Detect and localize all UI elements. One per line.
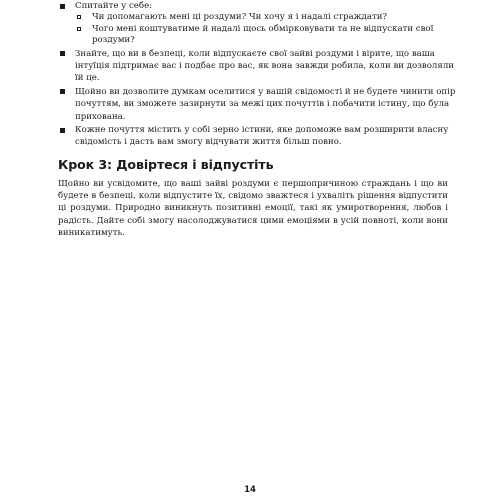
bullet-item: Кожне почуття містить у собі зерно істини, яке допоможе вам розширити власну свідомість і дасть вам змогу відчувати життя більш повно. — [58, 124, 458, 149]
bullet-item: Знайте, що ви в безпеці, коли відпускаєте свої зайві роздуми і вірите, що ваша інтуїція підтримає вас і подбає про вас, як вона завжди робила, коли ви дозволяли їй це. — [58, 48, 458, 85]
bullet-item — [58, 0, 458, 47]
sub-bullet-list — [75, 12, 458, 46]
bullet-list — [58, 0, 458, 150]
page-number: 14 — [244, 485, 256, 495]
sub-bullet-item: Чого мені коштуватиме й надалі щось обмірковувати та не відпускати свої роздуми? — [75, 24, 458, 47]
bullet-item: Щойно ви дозволите думкам оселитися у вашій свідомості й не будете чинити опір почуттям, ви зможете зазирнути за межі цих почуттів і побачити істину, що була прихована. — [58, 86, 458, 123]
section-paragraph: Щойно ви усвідомите, що ваші зайві роздуми є першопричиною страждань і що ви будете в безпеці, коли відпустите їх, свідомо зважтеся і ухваліть рішення відпустити ці роздуми. Природно виникнуть позитивні емоції, такі як умиротворення, любов і радість. Дайте собі змогу насолоджуватися цими емоціями в усій повноті, коли вони виникатимуть. — [58, 179, 448, 238]
sub-bullet-item: Чи допомагають мені ці роздуми? Чи хочу я і надалі страждати? — [75, 12, 458, 23]
section-heading: Крок 3: Довіртеся і відпустіть — [58, 157, 274, 172]
bullet-text: Спитайте у себе: — [75, 1, 153, 11]
